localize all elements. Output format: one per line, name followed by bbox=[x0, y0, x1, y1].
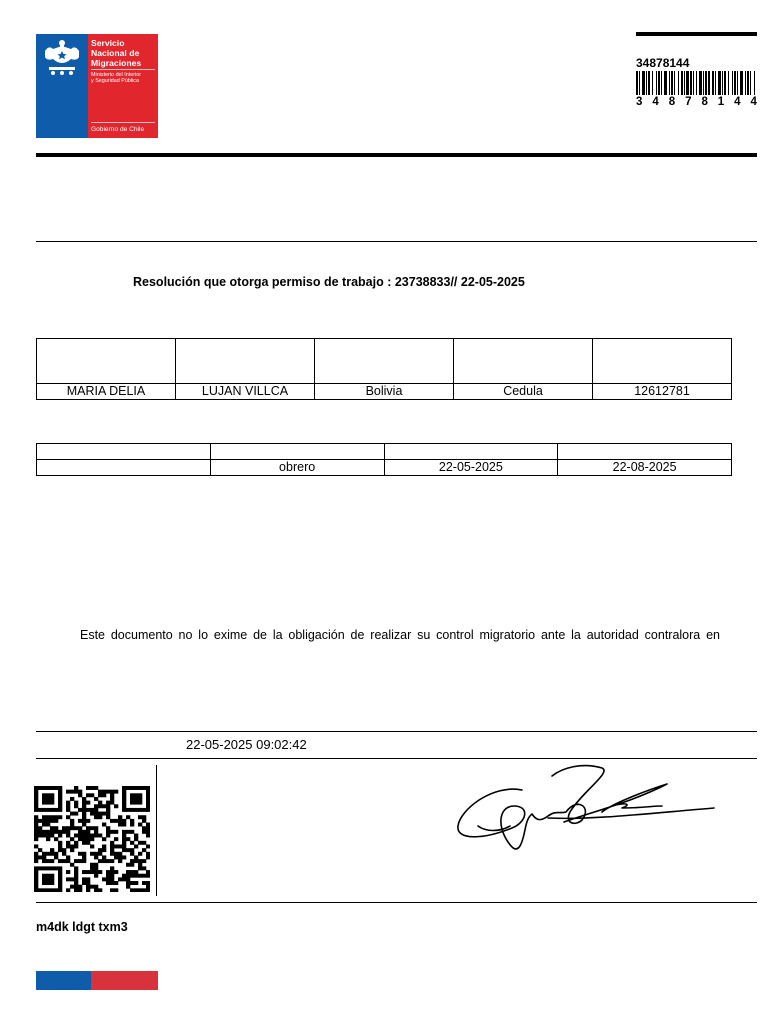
last-names-cell: LUJAN VILLCA bbox=[176, 384, 315, 400]
barcode-icon bbox=[636, 71, 757, 95]
document-number-cell: 12612781 bbox=[593, 384, 732, 400]
barcode-digit: 3 bbox=[636, 96, 643, 108]
flag-bar bbox=[36, 971, 158, 990]
section-rule bbox=[36, 902, 757, 903]
barcode-digit: 4 bbox=[652, 96, 659, 108]
section-rule bbox=[36, 241, 757, 242]
occupation-cell: obrero bbox=[210, 460, 384, 476]
resolution-title: Resolución que otorga permiso de trabajo : 23738833// 22-05-2025 bbox=[133, 275, 525, 289]
table-header-cell bbox=[37, 444, 211, 460]
signature-icon bbox=[452, 762, 717, 857]
flag-bar-blue bbox=[36, 971, 91, 990]
issue-timestamp: 22-05-2025 09:02:42 bbox=[186, 737, 307, 752]
table-header-cell bbox=[315, 339, 454, 384]
qr-divider bbox=[156, 765, 157, 896]
barcode-digit: 1 bbox=[717, 96, 725, 108]
table-row bbox=[37, 384, 732, 400]
section-rule bbox=[36, 731, 757, 732]
barcode-digit: 7 bbox=[685, 96, 692, 108]
table-header-row bbox=[37, 444, 732, 460]
section-rule bbox=[36, 758, 757, 759]
table-header-cell bbox=[37, 339, 176, 384]
document-type-cell: Cedula bbox=[454, 384, 593, 400]
migraciones-logo bbox=[36, 34, 158, 138]
table-header-cell bbox=[593, 339, 732, 384]
logo-blue-panel bbox=[36, 34, 88, 138]
person-table bbox=[36, 338, 732, 400]
table-row bbox=[37, 460, 732, 476]
barcode-digit: 8 bbox=[701, 96, 708, 108]
barcode-digit: 8 bbox=[668, 96, 676, 108]
table-cell bbox=[37, 460, 211, 476]
verification-code: m4dk ldgt txm3 bbox=[36, 920, 128, 934]
logo-divider bbox=[91, 122, 155, 123]
table-header-cell bbox=[558, 444, 732, 460]
chile-coat-of-arms-icon bbox=[39, 37, 85, 77]
first-names-cell: MARIA DELIA bbox=[37, 384, 176, 400]
header-rule bbox=[36, 153, 757, 157]
table-header-cell bbox=[454, 339, 593, 384]
logo-ministry: Ministerio del Interior y Seguridad Pública bbox=[91, 72, 142, 85]
work-table bbox=[36, 443, 732, 476]
barcode-digit: 4 bbox=[734, 96, 741, 108]
start-date-cell: 22-05-2025 bbox=[384, 460, 558, 476]
barcode-digits bbox=[636, 96, 757, 108]
logo-red-panel bbox=[88, 34, 158, 138]
logo-divider bbox=[91, 69, 155, 70]
nationality-cell: Bolivia bbox=[315, 384, 454, 400]
logo-government: Gobierno de Chile bbox=[91, 126, 145, 133]
barcode-top-bar bbox=[636, 32, 757, 36]
end-date-cell: 22-08-2025 bbox=[558, 460, 732, 476]
document-number: 34878144 bbox=[636, 56, 690, 70]
notice-text: Este documento no lo exime de la obligación de realizar su control migratorio ante la autoridad contralora en bbox=[80, 628, 720, 642]
table-header-cell bbox=[384, 444, 558, 460]
flag-bar-red bbox=[91, 971, 158, 990]
barcode-digit: 4 bbox=[750, 96, 757, 108]
table-header-cell bbox=[176, 339, 315, 384]
logo-service-name: Servicio Nacional de Migraciones bbox=[91, 38, 142, 68]
table-header-row bbox=[37, 339, 732, 384]
table-header-cell bbox=[210, 444, 384, 460]
qr-code-icon bbox=[34, 786, 150, 892]
